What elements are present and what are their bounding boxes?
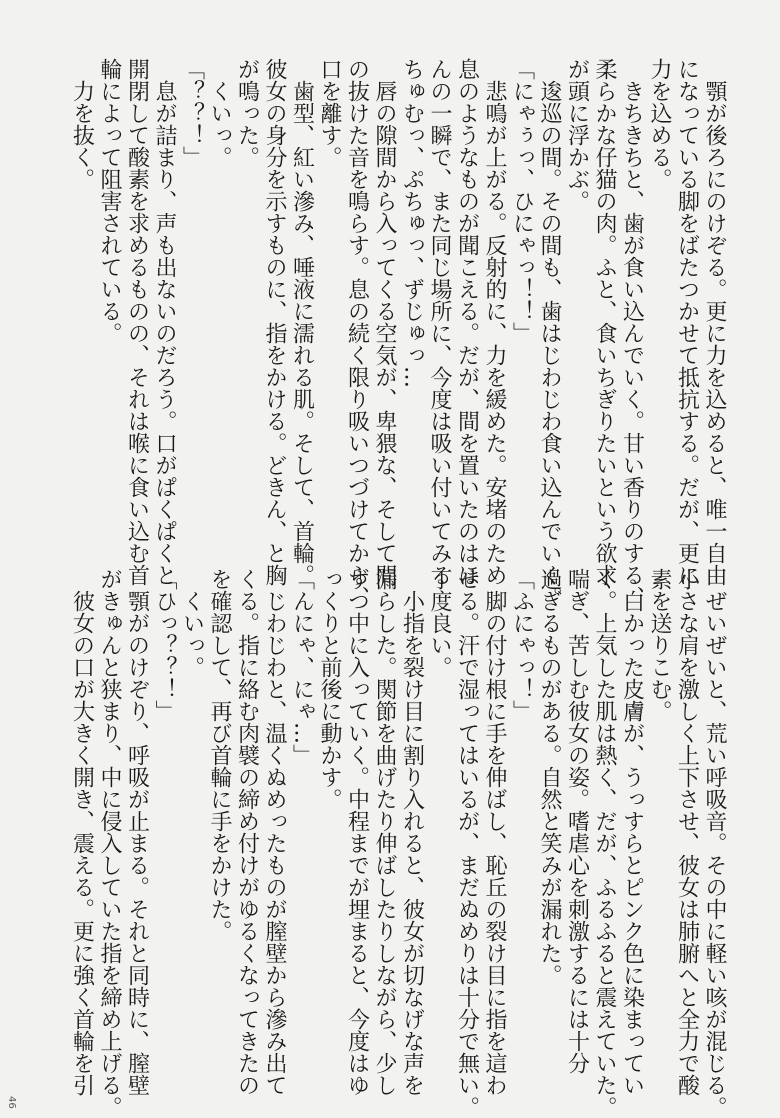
text-line: くる。指に絡む肉襞の締め付けがゆるくなってきたの xyxy=(234,568,260,1096)
text-line: 「ひっ？？！」 xyxy=(152,568,177,722)
text-line: 「んにゃ、にゃ…」 xyxy=(289,568,315,766)
text-line: の抜けた音を鳴らす。息の続く限り吸いつづけてから、 xyxy=(344,58,370,608)
text-line: せる。汗で湿ってはいるが、まだぬめりは十分で無い。 xyxy=(454,568,480,1118)
text-line: 「にゃぅっ、ひにゃっ！！」 xyxy=(509,58,535,344)
text-line: 過ぎるものがある。自然と笑みが漏れた。 xyxy=(537,568,562,986)
text-line: 息が詰まり、声も出ないのだろう。口がぱくぱくと xyxy=(152,58,177,586)
text-line: 逡巡の間。その間も、歯はじわじわ食い込んでいく。 xyxy=(537,58,562,608)
text-line: 息のようなものが聞こえる。だが、間を置いたのはほ xyxy=(454,58,480,586)
text-line: くいっ。 xyxy=(179,568,205,678)
text-line: 「？？！」 xyxy=(179,58,205,168)
text-block-upper xyxy=(28,58,728,608)
text-line: が鳴った。 xyxy=(234,58,260,168)
text-line: 顎がのけぞり、呼吸が止まる。それと同時に、膣壁 xyxy=(124,568,150,1096)
text-line: 丁度良い。 xyxy=(427,568,452,678)
text-line: 彼女の身分を示すものに、指をかける。どきん、と胸 xyxy=(262,58,287,586)
text-line: くいっ。 xyxy=(207,58,232,168)
text-line: 喘ぎ、苦しむ彼女の姿。嗜虐心を刺激するには十分 xyxy=(564,568,590,1074)
text-line: がきゅんと狭まり、中に侵入していた指を締め上げる。 xyxy=(97,568,122,1118)
text-line: 白かった皮膚が、うっすらとピンク色に染まってい xyxy=(619,568,645,1096)
text-line: 輪によって阻害されている。 xyxy=(97,58,122,344)
text-line: く。上気した肌は熱く、だが、ふるふると震えていた。 xyxy=(592,568,617,1118)
text-line: 唇の隙間から入ってくる空気が、卑猥な、そして間 xyxy=(372,58,397,586)
text-line: 素を送りこむ。 xyxy=(647,568,672,722)
text-line: ちゅむっ、ぷちゅっ、ずじゅっ… xyxy=(399,58,425,388)
text-line: 顎が後ろにのけぞる。更に力を込めると、唯一自由 xyxy=(702,58,727,586)
text-line: になっている脚をばたつかせて抵抗する。だが、更に xyxy=(674,58,700,586)
text-line: 悲鳴が上がる。反射的に、力を緩めた。安堵のため xyxy=(482,58,507,586)
text-line: 口を離す。 xyxy=(317,58,342,168)
text-line: 力を抜く。 xyxy=(69,58,95,190)
page-number: 46 xyxy=(6,1096,17,1109)
text-line: きちきちと、歯が食い込んでいく。甘い香りのする、 xyxy=(619,58,645,608)
text-line: 彼女の口が大きく開き、震える。更に強く首輪を引 xyxy=(69,568,95,1096)
text-line: 歯型、紅い滲み、唾液に濡れる肌。そして、首輪。 xyxy=(289,58,315,586)
text-line: ぜいぜいと、荒い呼吸音。その中に軽い咳が混じる。 xyxy=(702,568,727,1118)
text-line: 小さな肩を激しく上下させ、彼女は肺腑へと全力で酸 xyxy=(674,568,700,1096)
text-line: 漏らした。関節を曲げたり伸ばしたりしながら、少し xyxy=(372,568,397,1096)
text-line: 力を込める。 xyxy=(647,58,672,190)
text-line: が頭に浮かぶ。 xyxy=(564,58,590,212)
text-line: 脚の付け根に手を伸ばし、恥丘の裂け目に指を這わ xyxy=(482,568,507,1096)
text-line: じわじわと、温くぬめったものが膣壁から滲み出て xyxy=(262,568,287,1096)
text-line: 柔らかな仔猫の肉。ふと、食いちぎりたいという欲求 xyxy=(592,58,617,586)
text-line: 小指を裂け目に割り入れると、彼女が切なげな声を xyxy=(399,568,425,1096)
text-line: んの一瞬で、また同じ場所に、今度は吸い付いてみる xyxy=(427,58,452,586)
text-line: 開閉して酸素を求めるものの、それは喉に食い込む首 xyxy=(124,58,150,586)
text-line: を確認して、再び首輪に手をかけた。 xyxy=(207,568,232,942)
text-block-lower xyxy=(28,568,728,1118)
text-line: っくりと前後に動かす。 xyxy=(317,568,342,810)
text-line: ずつ中に入っていく。中程までが埋まると、今度はゆ xyxy=(344,568,370,1096)
text-line: 「ふにゃっ！」 xyxy=(509,568,535,722)
